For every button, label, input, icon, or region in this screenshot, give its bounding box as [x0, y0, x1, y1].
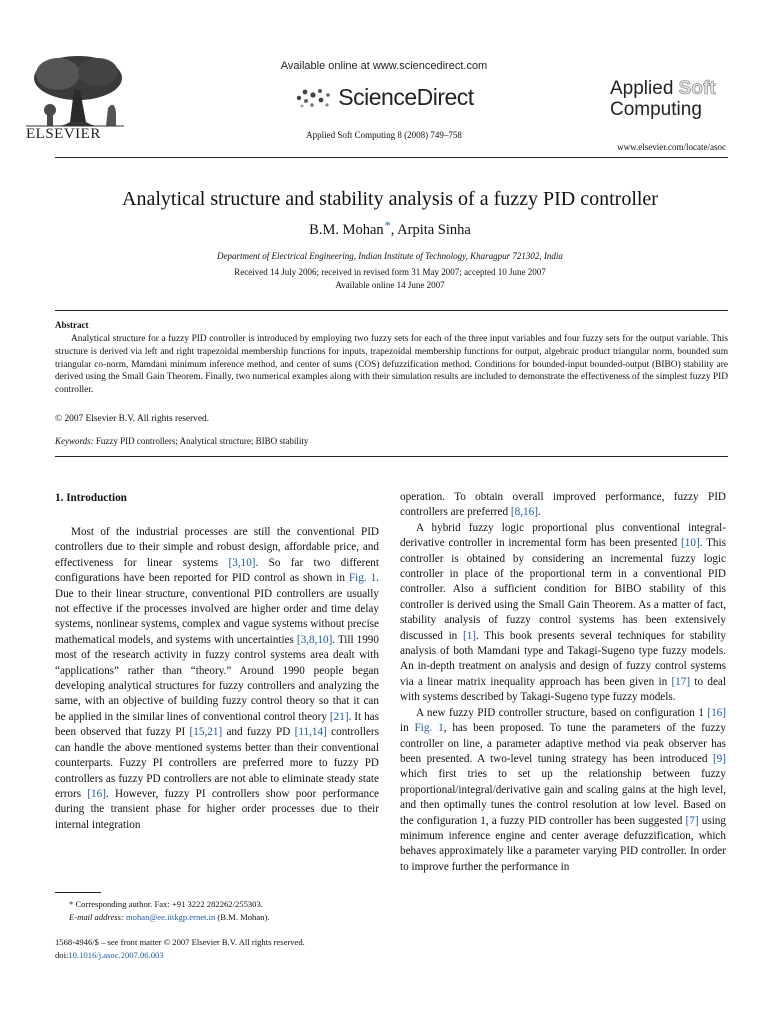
paragraph — [400, 521, 726, 706]
citation-link[interactable]: [8,16] — [510, 506, 538, 519]
doi-line — [55, 949, 305, 962]
sciencedirect-wordmark: ScienceDirect — [338, 84, 474, 110]
citation-link[interactable]: [10] — [681, 537, 700, 550]
citation-link[interactable]: [1] — [462, 629, 477, 642]
doi-link[interactable]: 10.1016/j.asoc.2007.06.003 — [68, 949, 164, 960]
text-run: Most of the industrial processes are still the conventional PID controllers due to their simple and robust design, affordable price, and effectiveness for linear systems — [55, 526, 379, 569]
email-label: E-mail address: — [69, 911, 124, 922]
abstract-copyright: © 2007 Elsevier B.V. All rights reserved. — [55, 414, 210, 424]
email-link[interactable]: mohan@ee.iitkgp.ernet.in — [125, 911, 216, 922]
abstract-top-divider — [55, 310, 728, 311]
citation-link[interactable]: [16] — [87, 787, 106, 800]
text-run: . However, fuzzy PI controllers show poor performance during the transient phase for higher order processes due to their internal integration — [55, 787, 379, 831]
text-run: and fuzzy PD — [222, 726, 295, 739]
text-run: . This book presents several techniques for stability analysis of both Mamdani type and Takagi-Sugeno type fuzzy models. An in-depth treatment on analysis and design of fuzzy control systems via a linear matrix inequality approach has been given in — [400, 629, 726, 688]
paragraph — [55, 525, 379, 833]
citation-link[interactable]: [15,21] — [189, 726, 223, 739]
keywords-label: Keywords: — [55, 436, 94, 446]
sciencedirect-dots-icon — [294, 86, 334, 110]
journal-logo — [610, 78, 716, 120]
right-column — [400, 490, 726, 875]
issn-line: 1568-4946/$ – see front matter © 2007 Elsevier B.V. All rights reserved. — [55, 937, 305, 947]
corresponding-author-link[interactable]: * — [384, 218, 391, 232]
paper-title: Analytical structure and stability analysis of a fuzzy PID controller — [122, 188, 658, 210]
paragraph — [400, 490, 726, 521]
author-line — [0, 218, 768, 239]
journal-url-link[interactable]: www.elsevier.com/locate/asoc — [617, 142, 726, 152]
figure-link[interactable]: Fig. 1 — [414, 722, 444, 735]
figure-link[interactable]: Fig. 1 — [348, 572, 377, 585]
text-run: . So far two different configurations have been reported for PID control as shown in — [55, 556, 379, 585]
left-column — [55, 525, 379, 833]
footnote-divider — [55, 892, 101, 893]
citation-link[interactable]: [3,10] — [228, 556, 256, 569]
text-run: A hybrid fuzzy logic proportional plus conventional integral-derivative controller in incremental form has been presented — [400, 521, 726, 550]
section-heading-introduction: 1. Introduction — [55, 492, 127, 504]
journal-citation: Applied Soft Computing 8 (2008) 749–758 — [306, 130, 462, 140]
available-online-notice: Available online at www.sciencedirect.com — [280, 60, 488, 72]
citation-link[interactable]: [17] — [671, 675, 691, 688]
abstract-bottom-divider — [55, 456, 728, 457]
header-divider — [55, 157, 728, 158]
citation-link[interactable]: [11,14] — [294, 726, 327, 739]
citation-link[interactable]: [16] — [707, 706, 726, 719]
paragraph — [400, 706, 726, 875]
text-run: , has been proposed. To tune the parameters of the fuzzy controller on line, a parameter adaptive method via peak observer has been presented. A two-level tuning strategy has been introduced — [400, 722, 726, 765]
affiliation: Department of Electrical Engineering, Indian Institute of Technology, Kharagpur 721302, India — [217, 251, 563, 261]
keywords-list: Fuzzy PID controllers; Analytical structure; BIBO stability — [93, 436, 309, 446]
text-run: . Till 1990 most of the research activity in fuzzy control systems area dealt with “applications” rather than “theory.” Around 1990 people began developing analytical structures for fuzzy controllers and analyzing the same, with an objective of building fuzzy control theory so that it can be applied in the similar lines of conventional control theory — [55, 633, 379, 723]
citation-link[interactable]: [9] — [712, 752, 726, 765]
available-online-date: Available online 14 June 2007 — [335, 280, 445, 290]
text-run: . Due to their linear structure, conventional PID controllers are usually not effective if the processes involved are higher order and time delay systems, nonlinear systems, complex and vague systems without precise mathematical models, and systems with uncertainties — [55, 572, 379, 646]
email-suffix: (B.M. Mohan). — [215, 911, 270, 922]
text-run: controllers can handle the above mentioned systems better than their conventional counterparts. Fuzzy PI controllers are preferred more to fuzzy PD controllers as fuzzy PD controllers are not able to eliminate steady state errors — [55, 726, 379, 800]
author-mohan: B.M. Mohan — [309, 222, 384, 238]
text-run: operation. To obtain overall improved performance, fuzzy PID controllers are preferred — [400, 491, 726, 519]
keywords — [55, 436, 308, 446]
citation-link[interactable]: [21] — [329, 710, 349, 723]
corresponding-author-note: * Corresponding author. Fax: +91 3222 282262/255303. — [69, 899, 263, 909]
text-run: A new fuzzy PID controller structure, based on configuration 1 — [416, 706, 708, 719]
received-dates: Received 14 July 2006; received in revised form 31 May 2007; accepted 10 June 2007 — [234, 267, 546, 277]
journal-logo-computing: Computing — [610, 99, 702, 120]
text-run: which first tries to set up the relationship between fuzzy proportional/integral/derivative gain and scaling gains at the high level, and then optimally tunes the control resolution at low level. Based on the configuration 1, a fuzzy PID controller has been suggested — [400, 768, 726, 827]
text-run: . It has been observed that fuzzy PI — [55, 710, 380, 739]
text-run: using minimum inference engine and center average defuzzification, which behaves approximately like a parameter varying PID controller. In order to improve further the performance in — [400, 814, 726, 873]
journal-logo-applied: Applied — [610, 78, 679, 99]
doi-prefix: doi: — [55, 949, 69, 960]
email-line — [55, 911, 269, 924]
text-run: in — [400, 722, 415, 735]
citation-link[interactable]: [7] — [685, 814, 699, 827]
text-run: . This controller is obtained by considering an incremental fuzzy logic controller in place of the proportional term in a conventional PID controller. Also a sufficient condition for BIBO stability of this controller is derived using the Small Gain Theorem. As a matter of fact, stability analysis of fuzzy control systems has been extensively discussed in — [400, 537, 726, 642]
abstract-paragraph: Analytical structure for a fuzzy PID controller is introduced by employing two fuzzy sets for each of the three input variables and four fuzzy sets for the output variable. This structure is derived via left and right trapezoidal membership functions for inputs, trapezoidal membership functions for output, algebraic product triangular norm, bounded sum triangular co-norm, Mamdani minimum inference method, and center of sums (COS) defuzzification method. Conditions for bounded-input bounded-output (BIBO) stability are derived using the Small Gain Theorem. Finally, two numerical examples along with their simulation results are included to demonstrate the effectiveness of the simplest fuzzy PID controller. — [55, 334, 728, 396]
citation-link[interactable]: [3,8,10] — [296, 633, 333, 646]
author-sinha: , Arpita Sinha — [390, 222, 471, 238]
text-run: to deal with systems described by Takagi-Sugeno type fuzzy models. — [400, 675, 726, 704]
abstract-body — [55, 333, 728, 397]
publisher-name: ELSEVIER — [26, 126, 101, 142]
journal-logo-soft: Soft — [678, 78, 716, 99]
text-run: . — [537, 506, 541, 519]
front-matter-info — [55, 936, 305, 961]
abstract-heading: Abstract — [55, 320, 89, 330]
footnote — [55, 898, 269, 923]
